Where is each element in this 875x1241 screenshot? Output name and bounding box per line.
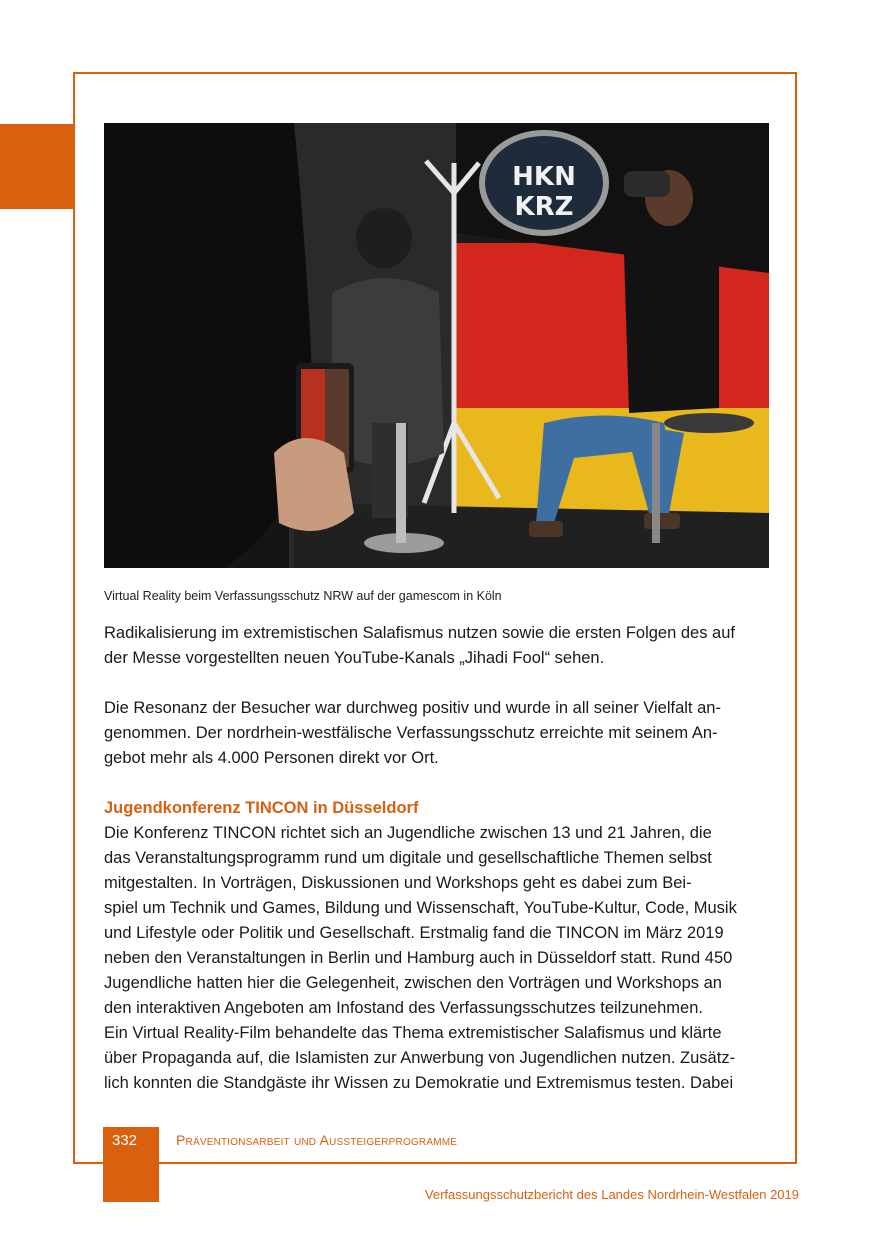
text-line: das Veranstaltungsprogramm rund um digitale und gesellschaftliche Themen selbst (104, 849, 712, 867)
vr-photo-illustration (104, 123, 769, 568)
text-line: Die Resonanz der Besucher war durchweg positiv und wurde in all seiner Vielfalt an- (104, 699, 721, 717)
vr-photo (104, 123, 769, 568)
text-line: Ein Virtual Reality-Film behandelte das Thema extremistischer Salafismus und klärte (104, 1024, 722, 1042)
chapter-title: Präventionsarbeit und Aussteigerprogramme (176, 1132, 458, 1148)
text-line: neben den Veranstaltungen in Berlin und Hamburg auch in Düsseldorf statt. Rund 450 (104, 949, 733, 967)
text-line: und Lifestyle oder Politik und Gesellschaft. Erstmalig fand die TINCON im März 2019 (104, 924, 724, 942)
text-line: gebot mehr als 4.000 Personen direkt vor Ort. (104, 749, 439, 767)
text-line: der Messe vorgestellten neuen YouTube-Kanals „Jihadi Fool“ sehen. (104, 649, 605, 667)
section-heading: Jugendkonferenz TINCON in Düsseldorf (104, 799, 419, 817)
page-number: 332 (112, 1132, 138, 1149)
text-line: den interaktiven Angeboten am Infostand des Verfassungsschutzes teilzunehmen. (104, 999, 703, 1017)
paragraph-2 (104, 696, 769, 771)
side-accent-tab (0, 124, 74, 209)
text-line: lich konnten die Standgäste ihr Wissen zu Demokratie und Extremismus testen. Dabei (104, 1074, 734, 1092)
text-line: Die Konferenz TINCON richtet sich an Jugendliche zwischen 13 und 21 Jahren, die (104, 824, 712, 842)
text-line: genommen. Der nordrhein-westfälische Verfassungsschutz erreichte mit seinem An- (104, 724, 718, 742)
text-line: über Propaganda auf, die Islamisten zur Anwerbung von Jugendlichen nutzen. Zusätz- (104, 1049, 736, 1067)
text-line: spiel um Technik und Games, Bildung und Wissenschaft, YouTube-Kultur, Code, Musik (104, 899, 737, 917)
poster-text-2: KRZ (514, 192, 574, 222)
paragraph-1 (104, 621, 769, 671)
text-line: Jugendliche hatten hier die Gelegenheit, zwischen den Vorträgen und Workshops an (104, 974, 722, 992)
figure-caption: Virtual Reality beim Verfassungsschutz NRW auf der gamescom in Köln (104, 589, 502, 603)
text-line: mitgestalten. In Vorträgen, Diskussionen und Workshops geht es dabei zum Bei- (104, 874, 692, 892)
footer-title: Verfassungsschutzbericht des Landes Nordrhein-Westfalen 2019 (424, 1187, 799, 1202)
text-line: Radikalisierung im extremistischen Salafismus nutzen sowie die ersten Folgen des auf (104, 624, 735, 642)
section-tincon (104, 796, 769, 1096)
poster-text-1: HKN (512, 162, 576, 192)
